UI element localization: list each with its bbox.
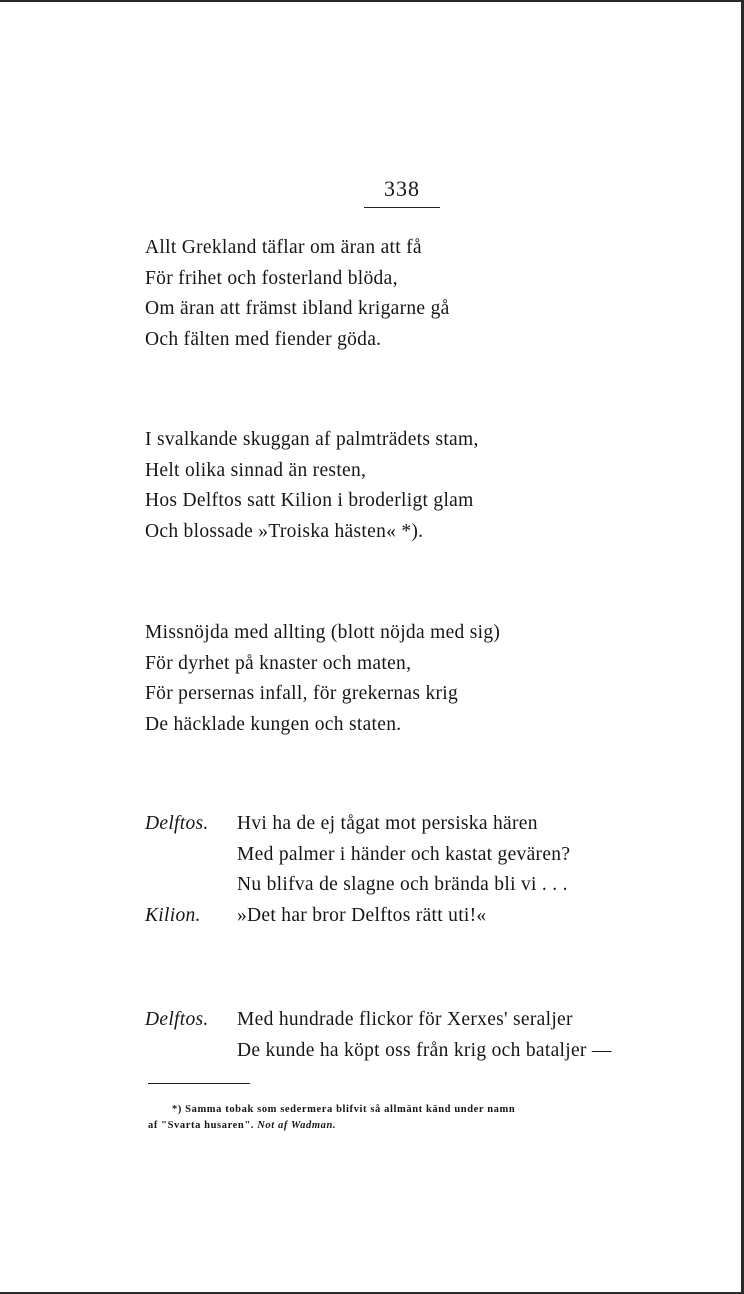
- stanza-1: [145, 233, 450, 355]
- verse-line: Och blossade »Troiska hästen« *).: [145, 520, 424, 542]
- footnote: [148, 1102, 660, 1134]
- verse-line: Hos Delftos satt Kilion i broderligt glam: [145, 490, 474, 511]
- footnote-text: af "Svarta husaren".: [148, 1120, 255, 1131]
- dialogue-line: Nu blifva de slagne och brända bli vi . . .: [237, 874, 568, 895]
- verse-line: För persernas infall, för grekernas krig: [145, 683, 459, 704]
- verse-line: Om äran att främst ibland krigarne gå: [145, 298, 450, 319]
- verse-line: I svalkande skuggan af palmträdets stam,: [145, 429, 479, 450]
- verse-line: För dyrhet på knaster och maten,: [145, 652, 412, 674]
- verse-line: Allt Grekland täflar om äran att få: [145, 237, 422, 258]
- verse-line: För frihet och fosterland blöda,: [145, 267, 398, 289]
- verse-line: Missnöjda med allting (blott nöjda med sig): [145, 622, 501, 643]
- verse-line: Helt olika sinnad än resten,: [145, 459, 367, 481]
- footnote-line: *) Samma tobak som sedermera blifvit så allmänt känd under namn: [172, 1104, 516, 1115]
- dialogue-line: Hvi ha de ej tågat mot persiska hären: [237, 813, 538, 834]
- speaker-name: Delftos.: [145, 813, 209, 834]
- footnote-line-2: [148, 1118, 660, 1134]
- verse-line: De häcklade kungen och staten.: [145, 713, 402, 735]
- page-number: 338: [384, 176, 420, 201]
- stanza-2: [145, 425, 479, 547]
- stanza-3: [145, 618, 500, 740]
- dialogue-line: »Det har bror Delftos rätt uti!«: [237, 904, 487, 926]
- footnote-rule: [148, 1083, 250, 1084]
- speaker-name: Kilion.: [145, 904, 201, 926]
- footnote-attribution: Not af Wadman.: [257, 1120, 337, 1131]
- dialogue-line: Med palmer i händer och kastat gevären?: [237, 843, 571, 865]
- page-number-rule: [364, 207, 440, 208]
- dialogue-line: De kunde ha köpt oss från krig och bataljer —: [237, 1039, 612, 1061]
- speaker-name: Delftos.: [145, 1009, 209, 1030]
- dialogue-line: Med hundrade flickor för Xerxes' seraljer: [237, 1009, 573, 1030]
- verse-line: Och fälten med fiender göda.: [145, 328, 382, 350]
